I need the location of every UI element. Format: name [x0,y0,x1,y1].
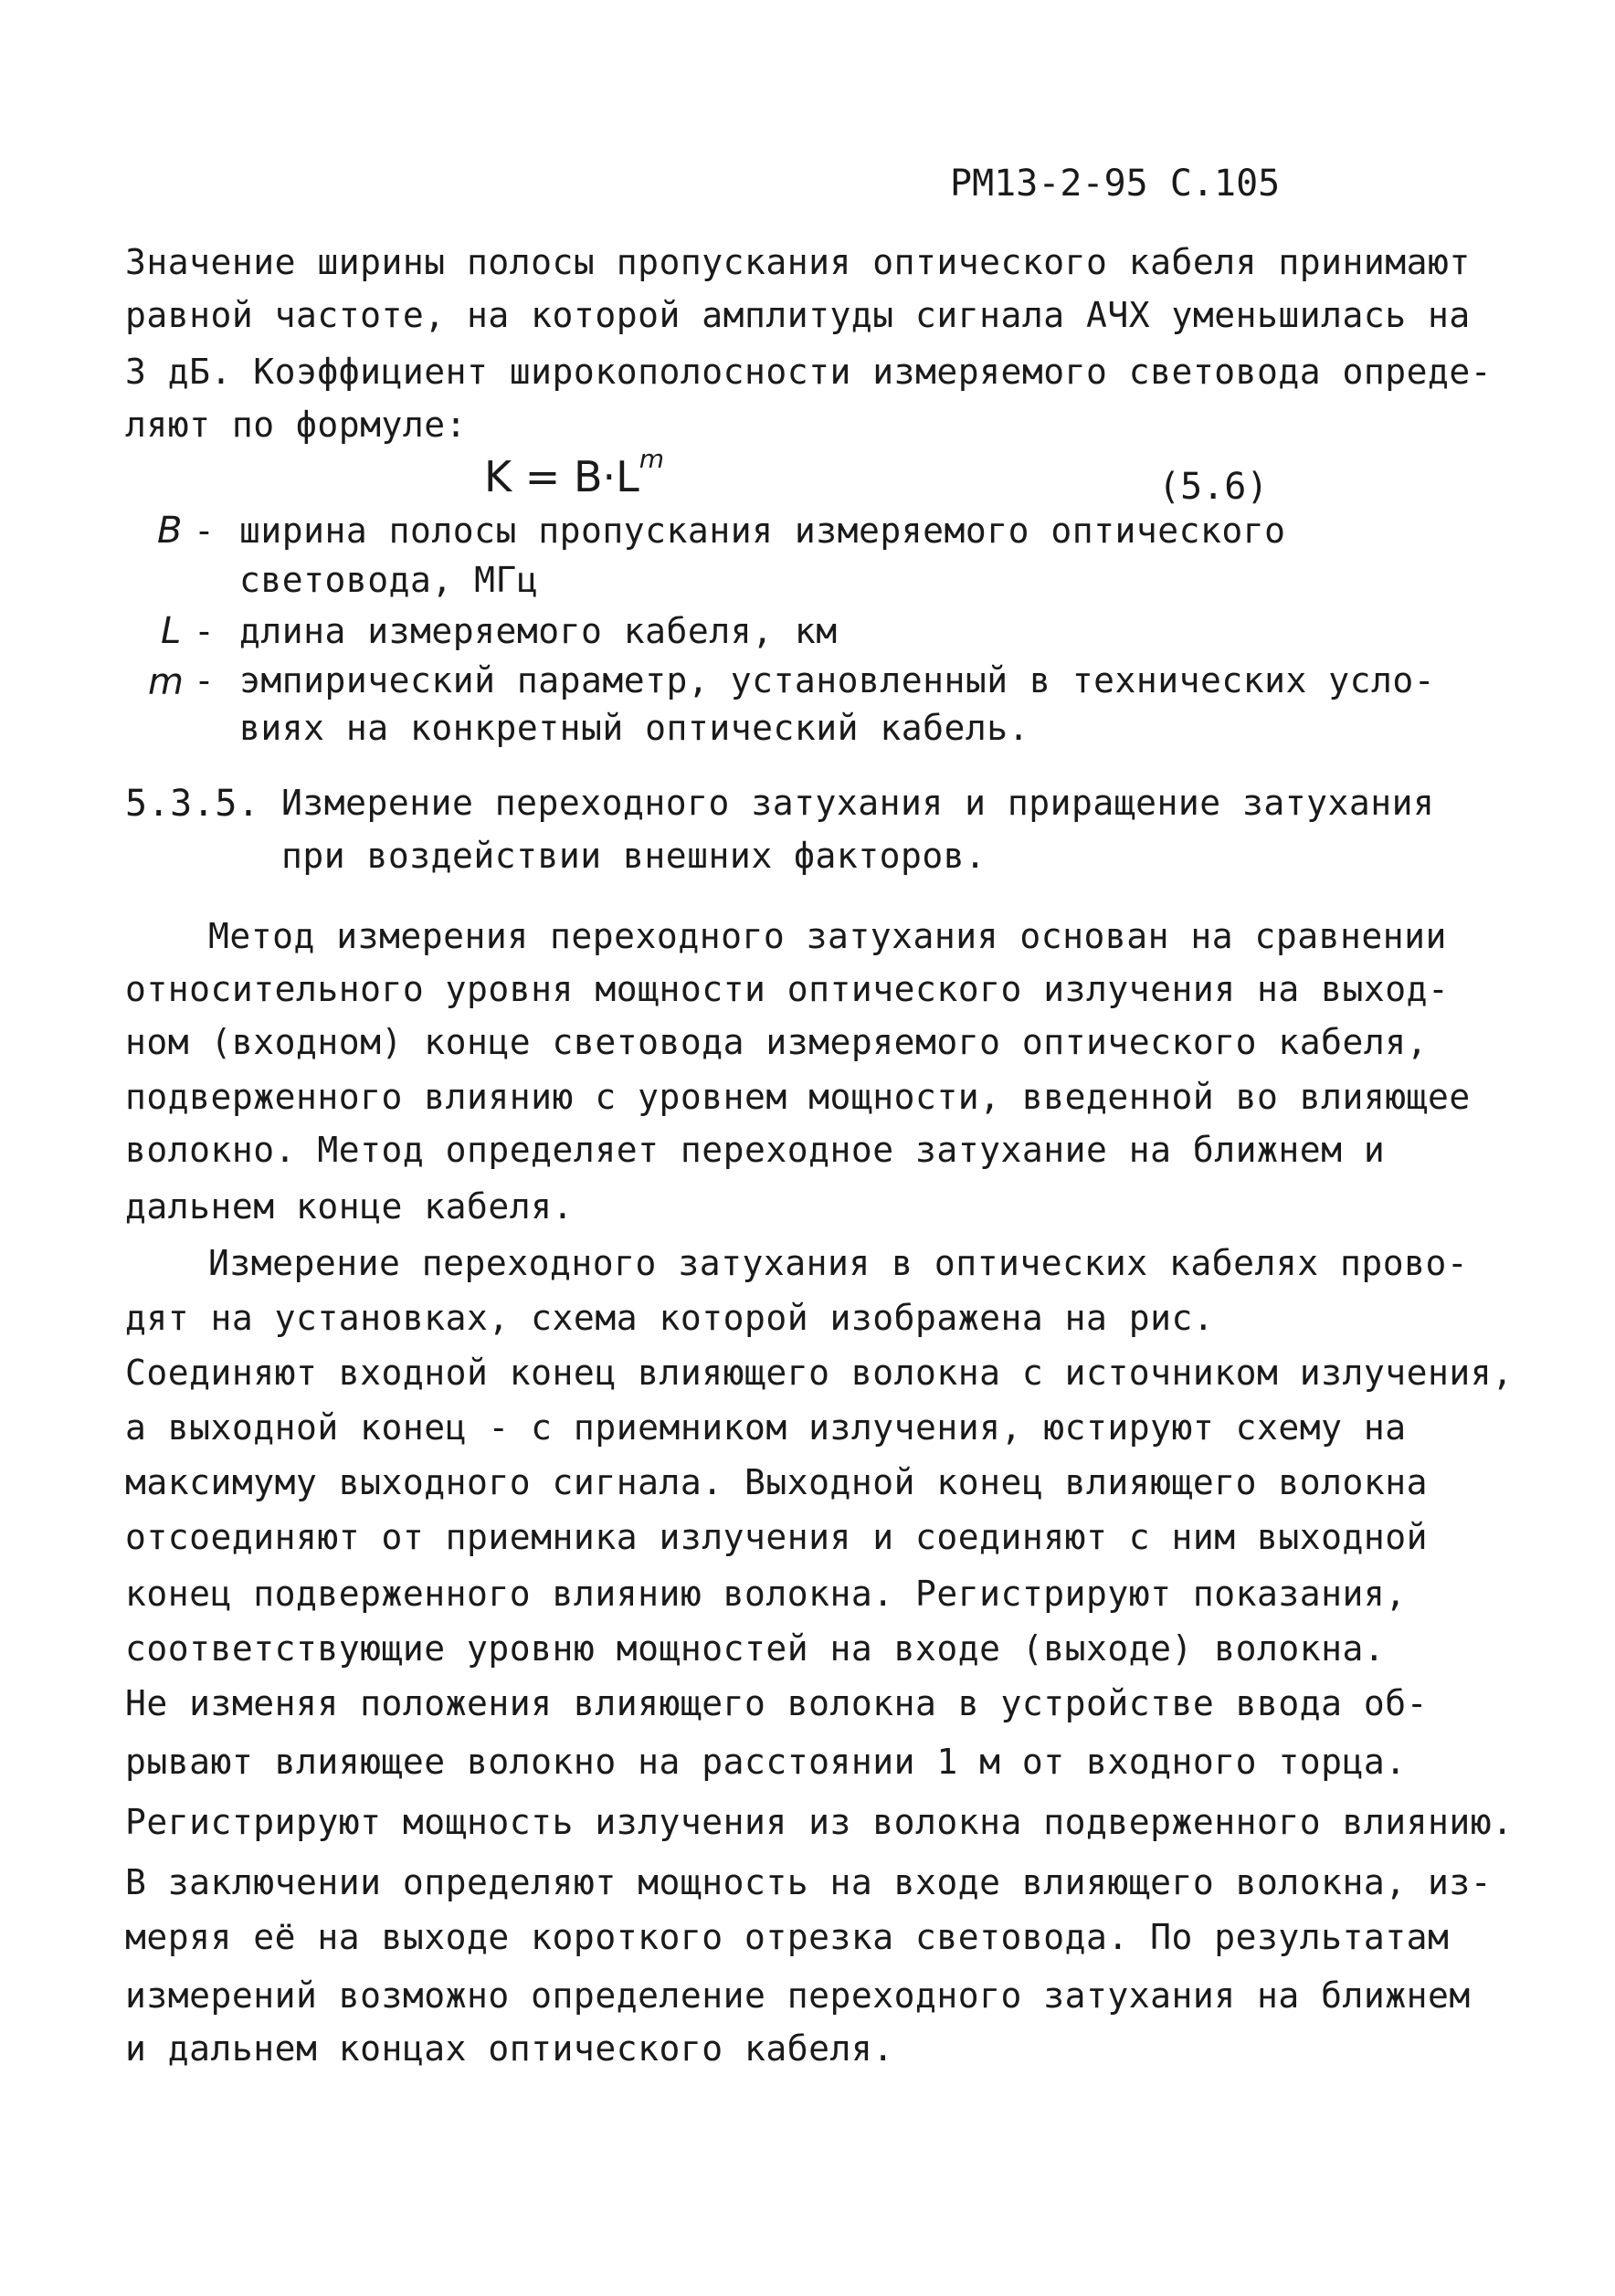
paragraph-line: и дальнем концах оптического кабеля. [125,2028,894,2069]
formula-exponent: m [639,444,665,474]
paragraph-line: максимуму выходного сигнала. Выходной конец влияющего волокна [125,1462,1429,1502]
definition-text: виях на конкретный оптический кабель. [239,708,1029,748]
paragraph-line: В заключении определяют мощность на входе влияющего волокна, из- [125,1862,1493,1902]
paragraph-line: а выходной конец - с приемником излучения, юстируют схему на [125,1407,1407,1448]
paragraph-line: Измерение переходного затухания в оптических кабелях прово- [208,1243,1469,1283]
paragraph-line: Метод измерения переходного затухания основан на сравнении [208,916,1447,956]
paragraph-line: рывают влияющее волокно на расстоянии 1 м от входного торца. [125,1742,1407,1782]
section-number: 5.3.5. [125,783,260,825]
formula-expression: K = B·L [484,452,639,501]
paragraph-line: Регистрируют мощность излучения из волокна подверженного влиянию. [125,1802,1514,1842]
definition-symbol: L [161,610,182,652]
definition-symbol: B [157,510,183,552]
paragraph-line: волокно. Метод определяет переходное затухание на ближнем и [125,1130,1386,1170]
definition-text: эмпирический параметр, установленный в технических усло- [239,660,1436,700]
definition-symbol: m [148,661,184,703]
paragraph-line: измерений возможно определение переходного затухания на ближнем [125,1975,1471,2016]
definition-dash: - [194,611,216,651]
definition-text: длина измеряемого кабеля, км [239,611,838,651]
paragraph-line: меряя её на выходе короткого отрезка световода. По результатам [125,1917,1450,1957]
paragraph-line: Не изменяя положения влияющего волокна в устройстве ввода об- [125,1683,1429,1723]
paragraph-line: Соединяют входной конец влияющего волокна с источником излучения, [125,1353,1514,1393]
paragraph-line: отсоединяют от приемника излучения и соединяют с ним выходной [125,1517,1429,1557]
paragraph-line: конец подверженного влиянию волокна. Регистрируют показания, [125,1574,1407,1614]
paragraph-line: относительного уровня мощности оптического излучения на выход- [125,969,1450,1009]
intro-line: ляют по формуле: [125,405,468,445]
formula [484,444,665,501]
intro-line: 3 дБ. Коэффициент широкополосности измеряемого световода опреде- [125,352,1493,392]
definition-text: ширина полосы пропускания измеряемого оптического [239,511,1286,551]
section-title-line: при воздействии внешних факторов. [281,836,987,876]
section-title-line: Измерение переходного затухания и приращение затухания [281,783,1435,823]
definition-dash: - [194,660,216,700]
paragraph-line: ном (входном) конце световода измеряемого оптического кабеля, [125,1022,1429,1062]
equation-number: (5.6) [1158,466,1269,508]
paragraph-line: подверженного влиянию с уровнем мощности, введенной во влияющее [125,1077,1471,1117]
paragraph-line: дят на установках, схема которой изображена на рис. [125,1298,1215,1338]
intro-line: равной частоте, на которой амплитуды сигнала АЧХ уменьшилась на [125,295,1471,335]
paragraph-line: соответствующие уровню мощностей на входе (выходе) волокна. [125,1628,1386,1669]
page-header: РМ13-2-95 С.105 [950,163,1281,205]
definition-text: световода, МГц [239,560,539,600]
intro-line: Значение ширины полосы пропускания оптического кабеля принимают [125,242,1471,282]
paragraph-line: дальнем конце кабеля. [125,1186,574,1227]
definition-dash: - [194,511,216,551]
